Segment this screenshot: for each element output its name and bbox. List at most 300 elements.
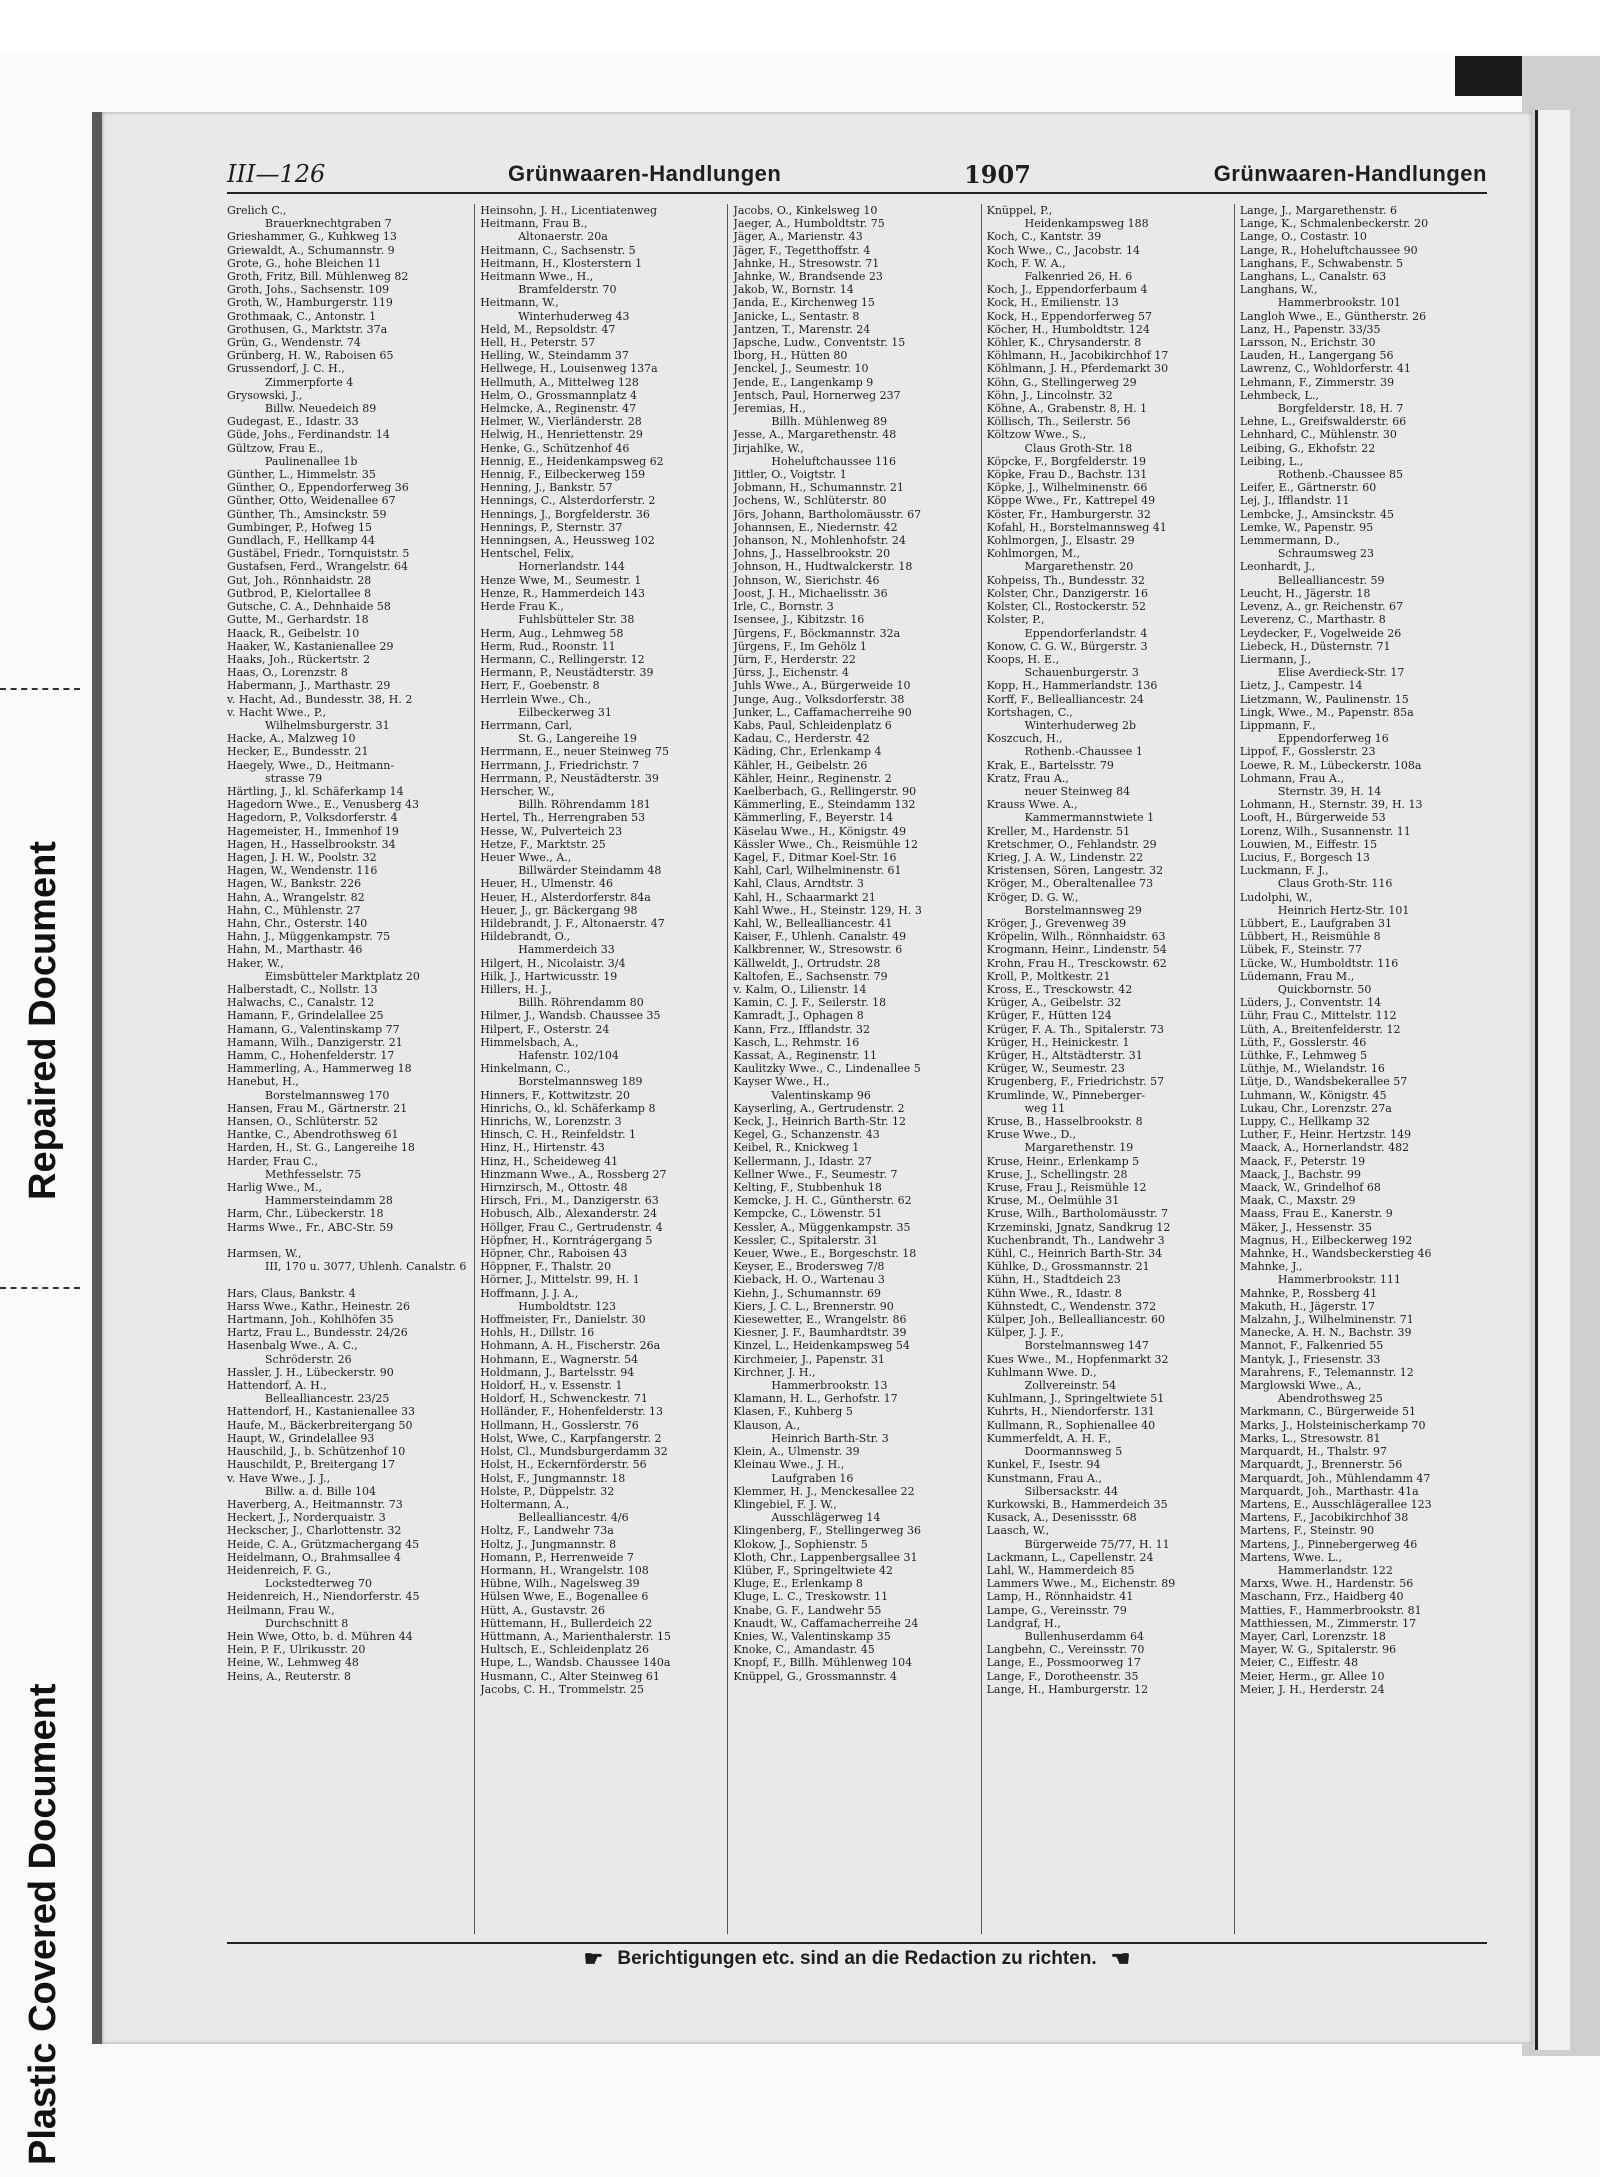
directory-entry: Abendrothsweg 25 [1277, 1392, 1383, 1406]
directory-entry: Holst, F., Jungmannstr. 18 [480, 1471, 626, 1485]
directory-entry: Jantzen, T., Marenstr. 24 [733, 322, 871, 336]
directory-entry: Hermann, P., Neustädterstr. 39 [480, 666, 654, 680]
directory-entry: Marquardt, H., Thalstr. 97 [1239, 1445, 1387, 1459]
directory-entry: v. Kalm, O., Lilienstr. 14 [733, 982, 867, 996]
directory-entry: Hohls, H., Dillstr. 16 [480, 1326, 595, 1340]
directory-entry: Köhler, K., Chrysanderstr. 8 [986, 336, 1142, 350]
directory-entry: Hennings, J., Borgfelderstr. 36 [480, 507, 650, 521]
directory-entry: Leifer, E., Gärtnerstr. 60 [1239, 481, 1377, 495]
directory-entry: Kurkowski, B., Hammerdeich 35 [986, 1497, 1168, 1511]
directory-entry: Lukau, Chr., Lorenzstr. 27a [1239, 1101, 1392, 1115]
directory-entry: Groth, Fritz, Bill. Mühlenweg 82 [227, 270, 409, 284]
directory-entry: Köhlmann, J. H., Pferdemarkt 30 [986, 362, 1169, 376]
directory-entry: Köhn, J., Lincolnstr. 32 [986, 388, 1113, 402]
directory-entry: Hahn, J., Müggenkampstr. 75 [227, 930, 391, 944]
directory-entry: Lippof, F., Gosslerstr. 23 [1239, 745, 1376, 759]
directory-entry: Borstelmannsweg 147 [1024, 1339, 1149, 1353]
directory-entry: Lampe, G., Vereinsstr. 79 [986, 1603, 1127, 1617]
directory-entry: Junge, Aug., Volksdorferstr. 38 [733, 692, 905, 706]
directory-entry: Durchschnitt 8 [265, 1616, 349, 1630]
directory-entry: Hennings, C., Alsterdorferstr. 2 [480, 494, 656, 508]
directory-entry: Billh. Mühlenweg 89 [771, 415, 888, 429]
directory-entry: Kann, Frz., Ifflandstr. 32 [733, 1022, 870, 1036]
directory-entry: Eimsbütteler Marktplatz 20 [265, 969, 420, 983]
directory-entry: Kock, H., Emilienstr. 13 [986, 296, 1119, 310]
directory-entry: Haverberg, A., Heitmannstr. 73 [227, 1497, 403, 1511]
directory-entry: Krohn, Frau H., Tresckowstr. 62 [986, 956, 1167, 970]
directory-entry: Hagedorn Wwe., E., Venusberg 43 [227, 798, 420, 812]
directory-entry: Hellwege, H., Louisenweg 137a [480, 362, 658, 376]
directory-entry: Fuhlsbütteler Str. 38 [518, 613, 635, 627]
directory-entry: Magnus, H., Eilbeckerweg 192 [1239, 1233, 1413, 1247]
directory-entry: Hahn, Chr., Osterstr. 140 [227, 916, 368, 930]
directory-entry: Claus Groth-Str. 18 [1024, 441, 1133, 455]
directory-entry: Luther, F., Heinr. Hertzstr. 149 [1239, 1128, 1412, 1142]
directory-entry: Krüger, A., Geibelstr. 32 [986, 996, 1122, 1010]
directory-entry: Källweldt, J., Ortrudstr. 28 [733, 956, 881, 970]
directory-entry: Hildebrandt, J. F., Altonaerstr. 47 [480, 916, 665, 930]
directory-entry: Juhls Wwe., A., Bürgerweide 10 [733, 679, 911, 693]
directory-entry: Hennig, E., Heidenkampsweg 62 [480, 454, 664, 468]
directory-entry: Martens, F., Jacobikirchhof 38 [1239, 1511, 1409, 1525]
directory-entry: Mahnke, J., [1239, 1260, 1303, 1274]
directory-entry: Grussendorf, J. C. H., [227, 362, 345, 376]
listing-column [227, 204, 474, 1934]
directory-entry: Langhans, L., Canalstr. 63 [1239, 270, 1387, 284]
directory-entry: Kalkbrenner, W., Stresowstr. 6 [733, 943, 903, 957]
directory-entry: Kolster, Chr., Danzigerstr. 16 [986, 586, 1149, 600]
directory-entry: Lucius, F., Borgesch 13 [1239, 850, 1370, 864]
year: 1907 [964, 159, 1031, 189]
directory-entry: Lej, J., Ifflandstr. 11 [1239, 494, 1350, 508]
directory-entry: Gustafsen, Ferd., Wrangelstr. 64 [227, 560, 409, 574]
directory-entry: Kahl Wwe., H., Steinstr. 129, H. 3 [733, 903, 922, 917]
directory-entry: Klüber, F., Springeltwiete 42 [733, 1563, 894, 1577]
directory-entry: Koops, H. E., [986, 652, 1060, 666]
directory-entry: Kayserling, A., Gertrudenstr. 2 [733, 1101, 905, 1115]
directory-entry: Hagemeister, H., Immenhof 19 [227, 824, 399, 838]
directory-entry: Kempcke, C., Löwenstr. 51 [733, 1207, 883, 1221]
directory-entry: v. Hacht Wwe., P., [227, 705, 327, 719]
directory-entry: Kessler, A., Müggenkampstr. 35 [733, 1220, 911, 1234]
directory-entry: Köpke, Frau D., Bachstr. 131 [986, 468, 1148, 482]
directory-entry: Maack, J., Bachstr. 99 [1239, 1167, 1362, 1181]
directory-entry: Lange, O., Costastr. 10 [1239, 230, 1367, 244]
directory-entry: Klasen, F., Kuhberg 5 [733, 1405, 853, 1419]
directory-entry: Leydecker, F., Vogelweide 26 [1239, 626, 1402, 640]
directory-entry: Lüthke, F., Lehmweg 5 [1239, 1049, 1368, 1062]
directory-entry: Krüger, H., Heinickestr. 1 [986, 1035, 1130, 1049]
directory-entry: Gundlach, F., Hellkamp 44 [227, 534, 376, 548]
directory-entry: Methfesselstr. 75 [265, 1167, 362, 1181]
directory-entry: Makuth, H., Jägerstr. 17 [1239, 1299, 1375, 1313]
directory-entry: Manecke, A. H. N., Bachstr. 39 [1239, 1326, 1412, 1340]
directory-entry: Heidenkampsweg 188 [1024, 217, 1149, 231]
directory-entry: Rothenb.-Chaussee 85 [1277, 468, 1404, 482]
directory-entry: Luhmann, W., Königstr. 45 [1239, 1088, 1387, 1102]
directory-entry: Kasch, L., Rehmstr. 16 [733, 1035, 860, 1049]
footer-note: Berichtigungen etc. sind an die Redaction zu richten. [617, 1948, 1097, 1969]
directory-entry: Hamann, Wilh., Danzigerstr. 21 [227, 1035, 403, 1049]
directory-entry: Luckmann, F. J., [1239, 864, 1329, 878]
directory-entry: Heide, C. A., Grützmachergang 45 [227, 1537, 420, 1551]
directory-entry: Hansen, O., Schlüterstr. 52 [227, 1115, 379, 1129]
directory-entry: Jahnke, H., Stresowstr. 71 [733, 256, 880, 270]
directory-entry: Johannsen, E., Niedernstr. 42 [733, 520, 898, 534]
directory-entry: Hammerbrookstr. 101 [1277, 296, 1401, 310]
listing-column [981, 204, 1234, 1934]
directory-entry: Rothenb.-Chaussee 1 [1024, 745, 1143, 759]
directory-entry: Kahl, Claus, Arndtstr. 3 [733, 877, 864, 891]
directory-entry: Kratz, Frau A., [986, 771, 1069, 785]
directory-entry: Jirjahlke, W., [733, 441, 804, 455]
directory-entry: Kunkel, F., Isestr. 94 [986, 1458, 1101, 1472]
directory-entry: Margarethenstr. 19 [1024, 1141, 1134, 1155]
directory-entry: Margarethenstr. 20 [1024, 560, 1134, 574]
directory-entry: Hinkelmann, C., [480, 1062, 571, 1076]
directory-entry: Marahrens, F., Telemannstr. 12 [1239, 1365, 1414, 1379]
directory-entry: Kaulitzky Wwe., C., Lindenallee 5 [733, 1062, 921, 1076]
directory-entry: Heinrich Hertz-Str. 101 [1277, 903, 1410, 917]
directory-entry: Kopp, H., Hammerlandstr. 136 [986, 679, 1158, 693]
directory-entry: Kessler, C., Spitalerstr. 31 [733, 1233, 879, 1247]
directory-entry: Herrmann, P., Neustädterstr. 39 [480, 771, 659, 785]
directory-entry: Holländer, F., Hohenfelderstr. 13 [480, 1405, 664, 1419]
directory-entry: Lohmann, H., Sternstr. 39, H. 13 [1239, 798, 1423, 812]
directory-entry: Winterhuderweg 43 [518, 309, 630, 323]
directory-entry: Zimmerpforte 4 [265, 375, 354, 389]
directory-entry: Valentinskamp 96 [771, 1088, 871, 1102]
directory-entry: Lammers Wwe., M., Eichenstr. 89 [986, 1577, 1176, 1591]
directory-entry: Kegel, G., Schanzenstr. 43 [733, 1128, 880, 1142]
directory-entry: Paulinenallee 1b [265, 454, 358, 468]
directory-entry: Kröger, J., Grevenweg 39 [986, 916, 1127, 930]
directory-entry: Lanz, H., Papenstr. 33/35 [1239, 322, 1381, 336]
directory-entry: Kahl, Carl, Wilhelminenstr. 61 [733, 864, 902, 878]
directory-entry: Heinrich Barth-Str. 3 [771, 1431, 889, 1445]
directory-entry: Hagen, J. H. W., Poolstr. 32 [227, 850, 377, 864]
directory-entry: Jörs, Johann, Bartholomäusstr. 67 [733, 507, 922, 521]
directory-entry: Günther, O., Eppendorferweg 36 [227, 481, 409, 495]
directory-entry: Holste, P., Düppelstr. 32 [480, 1484, 615, 1498]
directory-entry: Henke, G., Schützenhof 46 [480, 441, 630, 455]
directory-entry: Knoke, C., Amandastr. 45 [733, 1643, 875, 1657]
directory-entry: Heinsohn, J. H., Licentiatenweg [480, 204, 658, 217]
directory-entry: Hüttemann, H., Bullerdeich 22 [480, 1616, 653, 1630]
directory-entry: Eppendorferweg 16 [1277, 732, 1389, 746]
directory-entry: Klingebiel, F. J. W., [733, 1497, 837, 1511]
directory-entry: Knüppel, G., Grossmannstr. 4 [733, 1669, 898, 1683]
directory-entry: Kröpelin, Wilh., Rönnhaidstr. 63 [986, 930, 1166, 944]
scanner-margin [0, 0, 1600, 52]
directory-entry: Helwig, H., Henriettenstr. 29 [480, 428, 643, 442]
directory-entry: Grieshammer, G., Kuhkweg 13 [227, 230, 397, 244]
directory-entry: Jäger, A., Marienstr. 43 [733, 230, 863, 244]
directory-entry: Lübbert, H., Reismühle 8 [1239, 930, 1381, 944]
directory-entry: Borstelmannsweg 170 [265, 1088, 390, 1102]
directory-entry: Lange, H., Hamburgerstr. 12 [986, 1682, 1149, 1696]
directory-entry: Leibing, L., [1239, 454, 1304, 468]
directory-entry: Kruse, Heinr., Erlenkamp 5 [986, 1154, 1140, 1168]
directory-entry: Kamradt, J., Ophagen 8 [733, 1009, 864, 1023]
directory-entry: Klemmer, H. J., Menckesallee 22 [733, 1484, 915, 1498]
directory-entry: Mayer, Carl, Lorenzstr. 18 [1239, 1629, 1386, 1643]
directory-entry: Eppendorferlandstr. 4 [1024, 626, 1148, 640]
directory-entry: Köppe Wwe., Fr., Kattrepel 49 [986, 494, 1156, 508]
directory-entry: Wilhelmsburgerstr. 31 [265, 718, 390, 732]
directory-entry: Liebeck, H., Düsternstr. 71 [1239, 639, 1391, 653]
directory-entry: Heitmann Wwe., H., [480, 270, 594, 284]
directory-entry: Janicke, L., Sentastr. 8 [733, 309, 860, 323]
directory-entry: Hirnzirsch, M., Ottostr. 48 [480, 1181, 628, 1195]
directory-entry: Maack, W., Grindelhof 68 [1239, 1181, 1381, 1195]
directory-entry: Grothusen, G., Marktstr. 37a [227, 322, 388, 336]
directory-entry: Leibing, G., Ekhofstr. 22 [1239, 441, 1376, 455]
directory-entry: Krauss Wwe. A., [986, 798, 1078, 812]
directory-entry: Keuer, Wwe., E., Borgeschstr. 18 [733, 1247, 917, 1261]
directory-entry: Holtz, F., Landwehr 73a [480, 1524, 614, 1538]
directory-entry: Gutbrod, P., Kielortallee 8 [227, 586, 372, 600]
directory-entry: Hollmann, H., Gosslerstr. 76 [480, 1418, 639, 1432]
directory-entry: Hinners, F., Kottwitzstr. 20 [480, 1088, 630, 1102]
directory-entry: Halwachs, C., Canalstr. 12 [227, 996, 375, 1010]
directory-entry: Lübbert, E., Laufgraben 31 [1239, 916, 1392, 930]
directory-entry: Marquardt, J., Brennerstr. 56 [1239, 1458, 1403, 1472]
directory-entry: Martens, Wwe. L., [1239, 1550, 1343, 1564]
directory-entry: Henze, R., Hammerdeich 143 [480, 586, 646, 600]
directory-entry: Heilmann, Frau W., [227, 1603, 335, 1617]
directory-entry: Helling, W., Steindamm 37 [480, 349, 629, 363]
directory-entry: Heckscher, J., Charlottenstr. 32 [227, 1524, 402, 1538]
directory-entry: Kemcke, J. H. C., Güntherstr. 62 [733, 1194, 912, 1208]
page-footer [227, 1942, 1487, 1974]
directory-entry: Harm, Chr., Lübeckerstr. 18 [227, 1207, 384, 1221]
directory-entry: Haaks, Joh., Rückertstr. 2 [227, 652, 371, 666]
directory-entry: Meier, Herm., gr. Allee 10 [1239, 1669, 1385, 1683]
directory-entry: Hütt, A., Gustavstr. 26 [480, 1603, 605, 1617]
directory-entry: Kammermannstwiete 1 [1024, 811, 1155, 825]
directory-entry: Kruse, J., Schellingstr. 28 [986, 1167, 1128, 1181]
directory-entry: Kroll, P., Moltkestr. 21 [986, 969, 1111, 983]
directory-entry: Käding, Chr., Erlenkamp 4 [733, 745, 882, 759]
directory-entry: Grysowski, J., [227, 388, 303, 402]
directory-entry: Hein Wwe, Otto, b. d. Mühren 44 [227, 1629, 413, 1643]
directory-entry: Looft, H., Bürgerweide 53 [1239, 811, 1386, 825]
directory-entry: Johns, J., Hasselbrookstr. 20 [733, 547, 891, 561]
directory-entry: Hilk, J., Hartwicusstr. 19 [480, 969, 618, 983]
directory-entry: Knüppel, P., [986, 204, 1053, 217]
directory-entry: Doormannsweg 5 [1024, 1445, 1123, 1459]
directory-entry: Kruse, M., Oelmühle 31 [986, 1194, 1120, 1208]
directory-entry: Langloh Wwe., E., Güntherstr. 26 [1239, 309, 1427, 323]
directory-entry: Mantyk, J., Friesenstr. 33 [1239, 1352, 1381, 1366]
directory-entry: Lange, E., Possmoorweg 17 [986, 1656, 1141, 1670]
directory-entry: Höpner, Chr., Raboisen 43 [480, 1247, 628, 1261]
directory-entry: Grothmaak, C., Antonstr. 1 [227, 309, 377, 323]
directory-entry: Janda, E., Kirchenweg 15 [733, 296, 875, 310]
directory-entry: Heitmann, W., [480, 296, 559, 310]
directory-entry: Kirchner, J. H., [733, 1365, 816, 1379]
directory-entry: Silbersackstr. 44 [1024, 1484, 1119, 1498]
directory-entry: Louwien, M., Eiffestr. 15 [1239, 837, 1378, 851]
directory-entry: Leverenz, C., Marthastr. 8 [1239, 613, 1386, 627]
directory-entry: Kusack, A., Desenissstr. 68 [986, 1511, 1137, 1525]
directory-entry: Kaelberbach, G., Rellingerstr. 90 [733, 784, 917, 798]
directory-entry: Groth, Johs., Sachsenstr. 109 [227, 283, 390, 297]
directory-entry: Krieg, J. A. W., Lindenstr. 22 [986, 850, 1144, 864]
directory-entry: Lütje, D., Wandsbekerallee 57 [1239, 1075, 1408, 1089]
directory-entry: Zollvereinstr. 54 [1024, 1379, 1117, 1393]
directory-entry: Claus Groth-Str. 116 [1277, 877, 1393, 891]
plastic-covered-label: Plastic Covered Document [22, 1683, 64, 2165]
directory-entry: Billw. a. d. Bille 104 [265, 1484, 376, 1498]
directory-entry: Hahn, A., Wrangelstr. 82 [227, 890, 365, 904]
directory-entry: Höllger, Frau C., Gertrudenstr. 4 [480, 1220, 663, 1234]
directory-entry: Meier, C., Eiffestr. 48 [1239, 1656, 1359, 1670]
directory-entry: Gumbinger, P., Hofweg 15 [227, 520, 372, 534]
directory-entry: Kuhrts, H., Niendorferstr. 131 [986, 1405, 1155, 1419]
directory-entry: Lamp, H., Rönnhaidstr. 41 [986, 1590, 1134, 1604]
directory-entry: Heckert, J., Norderquaistr. 3 [227, 1511, 386, 1525]
directory-entry: Günther, L., Himmelstr. 35 [227, 468, 376, 482]
directory-entry: Höppner, F., Thalstr. 20 [480, 1260, 612, 1274]
directory-entry: Kinzel, L., Heidenkampsweg 54 [733, 1339, 910, 1353]
directory-entry: Kiesewetter, E., Wrangelstr. 86 [733, 1313, 907, 1327]
directory-entry: Joost, J. H., Michaelisstr. 36 [733, 586, 888, 600]
directory-entry: Billh. Röhrendamm 80 [518, 996, 644, 1010]
directory-entry: Kelting, F., Stubbenhuk 18 [733, 1181, 882, 1195]
directory-entry: Ludolphi, W., [1239, 890, 1313, 904]
directory-entry: Hupe, L., Wandsb. Chaussee 140a [480, 1656, 671, 1670]
directory-entry: Jürss, J., Eichenstr. 4 [733, 666, 849, 680]
directory-entry: neuer Steinweg 84 [1024, 784, 1131, 798]
directory-entry: Jentsch, Paul, Hornerweg 237 [733, 388, 901, 402]
directory-entry: Klein, A., Ulmenstr. 39 [733, 1445, 860, 1459]
directory-entry: Kaiser, F., Uhlenh. Canalstr. 49 [733, 930, 907, 944]
directory-entry: Hermann, C., Rellingerstr. 12 [480, 652, 645, 666]
directory-entry: Hinrichs, O., kl. Schäferkamp 8 [480, 1101, 656, 1115]
listing-columns [227, 204, 1487, 1934]
pointing-hand-icon: ☛ [583, 1946, 604, 1971]
directory-entry: Kühn Wwe., R., Idastr. 8 [986, 1286, 1122, 1300]
directory-entry: Haupt, W., Grindelallee 93 [227, 1431, 375, 1445]
directory-entry: Lange, J., Margarethenstr. 6 [1239, 204, 1398, 217]
directory-entry: Kruse, B., Hasselbrookstr. 8 [986, 1115, 1143, 1129]
directory-entry: Heidelmann, O., Brahmsallee 4 [227, 1550, 401, 1564]
directory-entry: Köhne, A., Grabenstr. 8, H. 1 [986, 402, 1148, 416]
directory-entry: Herrlein Wwe., Ch., [480, 692, 592, 706]
directory-entry: Marglowski Wwe., A., [1239, 1379, 1362, 1393]
directory-entry: Hammerling, A., Hammerweg 18 [227, 1062, 412, 1076]
directory-entry: Mahnke, P., Rossberg 41 [1239, 1286, 1378, 1300]
directory-entry: Bullenhuserdamm 64 [1024, 1629, 1144, 1643]
directory-entry [227, 1273, 470, 1286]
listing-column [1234, 204, 1487, 1934]
directory-entry: Groth, W., Hamburgerstr. 119 [227, 296, 393, 310]
directory-entry: Keibel, R., Knickweg 1 [733, 1141, 860, 1155]
directory-entry: Leucht, H., Jägerstr. 18 [1239, 586, 1371, 600]
directory-entry: Klauson, A., [733, 1418, 801, 1432]
directory-entry: Larsson, N., Erichstr. 30 [1239, 336, 1376, 350]
directory-entry: Keyser, E., Brodersweg 7/8 [733, 1260, 885, 1274]
directory-entry: Johanson, N., Mohlenhofstr. 24 [733, 534, 906, 548]
directory-entry: Hammerlandstr. 122 [1277, 1563, 1393, 1577]
directory-entry: Langbehn, C., Vereinsstr. 70 [986, 1643, 1145, 1657]
directory-entry: Jürn, F., Herderstr. 22 [733, 652, 856, 666]
directory-entry: Mayer, W. G., Spitalerstr. 96 [1239, 1643, 1397, 1657]
directory-entry: Hammerbrookstr. 111 [1277, 1273, 1401, 1287]
directory-entry: Knaudt, W., Caffamacherreihe 24 [733, 1616, 919, 1630]
directory-entry: Hilpert, F., Osterstr. 24 [480, 1022, 610, 1036]
directory-entry: Günther, Otto, Weidenallee 67 [227, 494, 396, 508]
directory-entry: Kreller, M., Hardenstr. 51 [986, 824, 1131, 838]
directory-entry: Kruse, Wilh., Bartholomäusstr. 7 [986, 1207, 1169, 1221]
directory-entry: Köster, Fr., Hamburgerstr. 32 [986, 507, 1151, 521]
directory-entry: Mäker, J., Hessenstr. 35 [1239, 1220, 1372, 1234]
directory-entry: Habermann, J., Marthastr. 29 [227, 679, 391, 693]
directory-entry: Hultsch, E., Schleidenplatz 26 [480, 1643, 650, 1657]
directory-entry: Hohmann, E., Wagnerstr. 54 [480, 1352, 639, 1366]
directory-entry: Hentschel, Felix, [480, 547, 574, 561]
directory-entry: Billwärder Steindamm 48 [518, 864, 662, 878]
directory-entry: Lühr, Frau C., Mittelstr. 112 [1239, 1009, 1397, 1023]
directory-entry: Kuchenbrandt, Th., Landwehr 3 [986, 1233, 1165, 1247]
directory-entry: Heuer, H., Ulmenstr. 46 [480, 877, 613, 891]
directory-entry: Heitmann, H., Klosterstern 1 [480, 256, 643, 270]
directory-entry: Kühnstedt, C., Wendenstr. 372 [986, 1299, 1157, 1313]
directory-entry: Hagen, W., Wendenstr. 116 [227, 864, 378, 878]
directory-entry: Hormann, H., Wrangelstr. 108 [480, 1563, 649, 1577]
directory-entry: Grelich C., [227, 204, 287, 217]
directory-entry: Köllisch, Th., Seilerstr. 56 [986, 415, 1131, 429]
directory-entry: Hertel, Th., Herrengraben 53 [480, 811, 646, 825]
directory-entry: Harden, H., St. G., Langereihe 18 [227, 1141, 415, 1155]
page-header [227, 156, 1487, 194]
directory-entry: Hinz, H., Scheideweg 41 [480, 1154, 619, 1168]
directory-entry: Lange, F., Dorotheenstr. 35 [986, 1669, 1139, 1683]
directory-entry: Hahn, C., Mühlenstr. 27 [227, 903, 361, 917]
directory-entry: Marquardt, Joh., Marthastr. 41a [1239, 1484, 1419, 1498]
directory-entry: Kirchmeier, J., Papenstr. 31 [733, 1352, 885, 1366]
directory-entry: Mahnke, H., Wandsbeckerstieg 46 [1239, 1247, 1432, 1261]
directory-entry: Hennig, F., Eilbeckerweg 159 [480, 468, 646, 482]
directory-entry: Klingenberg, F., Stellingerweg 36 [733, 1524, 922, 1538]
directory-entry: Lange, R., Hoheluftchaussee 90 [1239, 243, 1418, 257]
directory-entry: Hecker, E., Bundesstr. 21 [227, 745, 369, 759]
directory-entry: Hartz, Frau L., Bundesstr. 24/26 [227, 1326, 408, 1340]
directory-entry: Jende, E., Langenkamp 9 [733, 375, 874, 389]
directory-entry: Kühl, C., Heinrich Barth-Str. 34 [986, 1247, 1163, 1261]
directory-entry: Hinrichs, W., Lorenzstr. 3 [480, 1115, 622, 1129]
directory-entry: Harder, Frau C., [227, 1154, 319, 1168]
directory-entry: Herm, Aug., Lehmweg 58 [480, 626, 624, 640]
directory-entry: Kluge, L. C., Treskowstr. 11 [733, 1590, 889, 1604]
directory-entry: Knabe, G. F., Landwehr 55 [733, 1603, 882, 1617]
directory-entry: Krüger, H., Altstädterstr. 31 [986, 1049, 1143, 1062]
directory-entry: Heine, W., Lehmweg 48 [227, 1656, 359, 1670]
directory-entry: Himmelsbach, A., [480, 1035, 579, 1049]
directory-entry: Haegely, Wwe., D., Heitmann- [227, 758, 395, 772]
directory-entry: Krak, E., Bartelsstr. 79 [986, 758, 1114, 772]
directory-entry: Holst, Wwe, C., Karpfangerstr. 2 [480, 1431, 662, 1445]
directory-entry: Henze Wwe, M., Seumestr. 1 [480, 573, 642, 587]
directory-entry: Külper, J. J. F., [986, 1326, 1064, 1340]
directory-entry: Kruse Wwe., D., [986, 1128, 1076, 1142]
directory-entry: Langhans, F., Schwabenstr. 5 [1239, 256, 1404, 270]
directory-entry: Köpke, J., Wilhelminenstr. 66 [986, 481, 1148, 495]
directory-entry: Borstelmannsweg 189 [518, 1075, 643, 1089]
directory-entry: Meier, J. H., Herderstr. 24 [1239, 1682, 1385, 1696]
